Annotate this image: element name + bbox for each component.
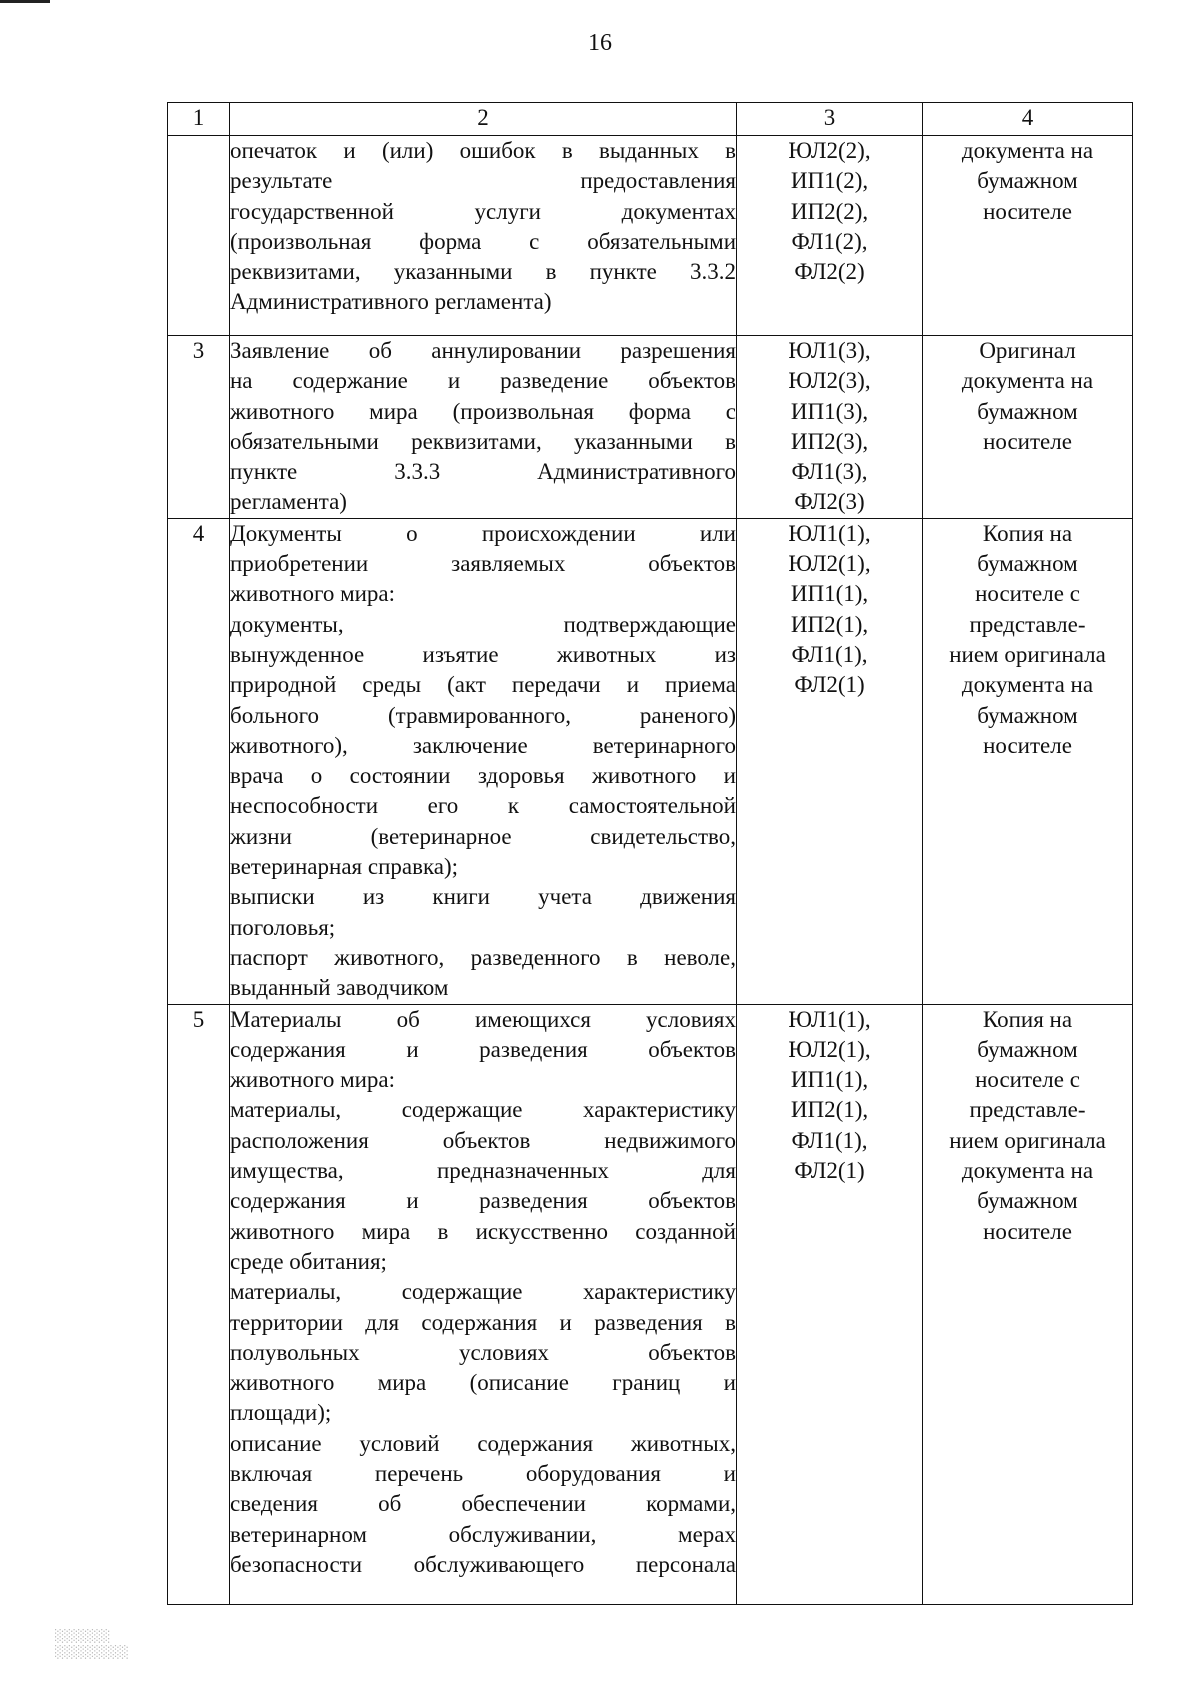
description-line: Материалы об имеющихся условиях	[230, 1006, 736, 1032]
scan-edge-mark	[0, 0, 50, 3]
description-line: животного мира:	[230, 581, 396, 607]
header-cell: 3	[737, 103, 923, 136]
applicant-code: ЮЛ1(3),	[788, 338, 871, 363]
document-form-line: Копия на	[982, 520, 1073, 546]
document-form-line: носителе с	[975, 581, 1080, 607]
document-description-cell	[230, 336, 737, 519]
document-form-line: бумажном	[977, 1188, 1078, 1214]
description-line: безопасности обслуживающего персонала	[230, 1551, 736, 1577]
applicant-code: ФЛ2(3)	[794, 489, 865, 515]
applicant-codes-cell	[737, 518, 923, 1004]
description-line: государственной услуги документах	[230, 198, 736, 224]
applicant-code: ФЛ1(1),	[791, 1127, 868, 1153]
document-form-cell	[923, 1004, 1133, 1604]
description-line: документы, подтверждающие	[230, 611, 736, 637]
applicant-code: ИП1(1),	[790, 1067, 869, 1093]
applicant-code: ФЛ1(1),	[791, 641, 868, 667]
table-row	[168, 518, 1133, 1004]
description-line: животного мира (описание границ и	[230, 1370, 736, 1396]
description-line: природной среды (акт передачи и приема	[230, 672, 736, 698]
description-line: на содержание и разведение объектов	[230, 368, 736, 394]
document-description-cell	[230, 136, 737, 336]
document-form-line: Копия на	[982, 1006, 1073, 1032]
header-cell: 2	[230, 103, 737, 136]
document-form-line: представле-	[969, 1097, 1086, 1123]
table-row	[168, 1004, 1133, 1604]
description-line: площади);	[230, 1400, 332, 1426]
description-line: материалы, содержащие характеристику	[230, 1279, 736, 1305]
document-form-line: бумажном	[977, 168, 1078, 194]
applicant-code: ИП1(3),	[790, 398, 869, 424]
applicant-code: ФЛ1(2),	[791, 228, 868, 254]
document-form-line: бумажном	[977, 551, 1078, 577]
description-line: неспособности его к самостоятельной	[230, 793, 736, 819]
description-line: ветеринарном обслуживании, мерах	[230, 1521, 736, 1547]
applicant-code: ЮЛ2(1),	[788, 551, 871, 577]
row-number-cell: 3	[168, 336, 230, 519]
description-line: животного), заключение ветеринарного	[230, 732, 736, 758]
description-line: территории для содержания и разведения в	[230, 1309, 736, 1335]
applicant-code: ИП1(1),	[790, 581, 869, 607]
document-form-line: носителе с	[975, 1067, 1080, 1093]
description-line: регламента)	[230, 489, 347, 515]
document-form-line: документа на	[961, 138, 1094, 163]
applicant-code: ИП2(1),	[790, 611, 869, 637]
description-line: вынужденное изъятие животных из	[230, 641, 736, 667]
document-form-line: носителе	[983, 1218, 1072, 1244]
document-form-line: носителе	[983, 428, 1072, 454]
description-line: животного мира:	[230, 1067, 396, 1093]
applicant-codes-cell	[737, 136, 923, 336]
description-line: выданный заводчиком	[230, 975, 449, 1001]
document-form-line: представле-	[969, 611, 1086, 637]
applicant-code: ФЛ2(1)	[794, 672, 865, 698]
description-line: пункте 3.3.3 Административного	[230, 459, 736, 485]
documents-table	[167, 102, 1133, 1605]
document-form-line: документа на	[961, 1158, 1094, 1184]
description-line: Административного регламента)	[230, 289, 552, 315]
description-line: реквизитами, указанными в пункте 3.3.2	[230, 259, 736, 285]
applicant-code: ФЛ1(3),	[791, 459, 868, 485]
document-description-cell	[230, 1004, 737, 1604]
document-form-line: документа на	[961, 672, 1094, 698]
description-line: животного мира в искусственно созданной	[230, 1218, 736, 1244]
description-line: животного мира (произвольная форма с	[230, 398, 736, 424]
document-form-line: носителе	[983, 198, 1072, 224]
description-line: выписки из книги учета движения	[230, 884, 736, 910]
description-line: включая перечень оборудования и	[230, 1460, 736, 1486]
description-line: жизни (ветеринарное свидетельство,	[230, 823, 736, 849]
description-line: Документы о происхождении или	[230, 520, 736, 546]
document-form-line: носителе	[983, 732, 1072, 758]
applicant-code: ИП1(2),	[790, 168, 869, 194]
description-line: опечаток и (или) ошибок в выданных в	[230, 138, 736, 163]
applicant-code: ИП2(3),	[790, 428, 869, 454]
description-line: приобретении заявляемых объектов	[230, 551, 736, 577]
document-form-cell	[923, 336, 1133, 519]
document-form-line: бумажном	[977, 398, 1078, 424]
description-line: обязательными реквизитами, указанными в	[230, 428, 736, 454]
description-line: поголовья;	[230, 914, 336, 940]
document-form-line: нием оригинала	[949, 641, 1106, 667]
applicant-code: ЮЛ2(3),	[788, 368, 871, 394]
description-line: врача о состоянии здоровья животного и	[230, 763, 736, 789]
document-form-line: бумажном	[977, 1036, 1078, 1062]
document-form-line: документа на	[961, 368, 1094, 394]
description-line: имущества, предназначенных для	[230, 1158, 736, 1184]
applicant-codes-cell	[737, 1004, 923, 1604]
table-header-row	[168, 103, 1133, 136]
applicant-code: ИП2(1),	[790, 1097, 869, 1123]
description-line: паспорт животного, разведенного в неволе,	[230, 944, 736, 970]
applicant-code: ЮЛ1(1),	[788, 1006, 871, 1032]
table-row	[168, 136, 1133, 336]
row-number-cell	[168, 136, 230, 336]
row-number-cell: 4	[168, 518, 230, 1004]
row-number-cell: 5	[168, 1004, 230, 1604]
document-form-line: бумажном	[977, 702, 1078, 728]
applicant-codes-cell	[737, 336, 923, 519]
document-form-cell	[923, 136, 1133, 336]
page-number: 16	[588, 30, 612, 56]
description-line: материалы, содержащие характеристику	[230, 1097, 736, 1123]
document-form-line: Оригинал	[979, 338, 1076, 363]
applicant-code: ЮЛ2(2),	[788, 138, 871, 163]
description-line: среде обитания;	[230, 1248, 387, 1274]
description-line: содержания и разведения объектов	[230, 1188, 736, 1214]
applicant-code: ФЛ2(2)	[794, 259, 865, 285]
description-line: больного (травмированного, раненого)	[230, 702, 736, 728]
description-line: содержания и разведения объектов	[230, 1036, 736, 1062]
description-line: сведения об обеспечении кормами,	[230, 1491, 736, 1517]
applicant-code: ИП2(2),	[790, 198, 869, 224]
description-line: полувольных условиях объектов	[230, 1339, 736, 1365]
description-line: описание условий содержания животных,	[230, 1430, 736, 1456]
header-cell: 1	[168, 103, 230, 136]
applicant-code: ЮЛ1(1),	[788, 520, 871, 546]
description-line: результате предоставления	[230, 168, 736, 194]
header-cell: 4	[923, 103, 1133, 136]
table-row	[168, 336, 1133, 519]
description-line: ветеринарная справка);	[230, 854, 459, 880]
description-line: Заявление об аннулировании разрешения	[230, 338, 736, 363]
document-form-line: нием оригинала	[949, 1127, 1106, 1153]
scan-watermark: ░░░░░░ ░░░░░░░░	[55, 1629, 129, 1659]
applicant-code: ФЛ2(1)	[794, 1158, 865, 1184]
description-line: расположения объектов недвижимого	[230, 1127, 736, 1153]
document-form-cell	[923, 518, 1133, 1004]
document-description-cell	[230, 518, 737, 1004]
description-line: (произвольная форма с обязательными	[230, 228, 736, 254]
applicant-code: ЮЛ2(1),	[788, 1036, 871, 1062]
